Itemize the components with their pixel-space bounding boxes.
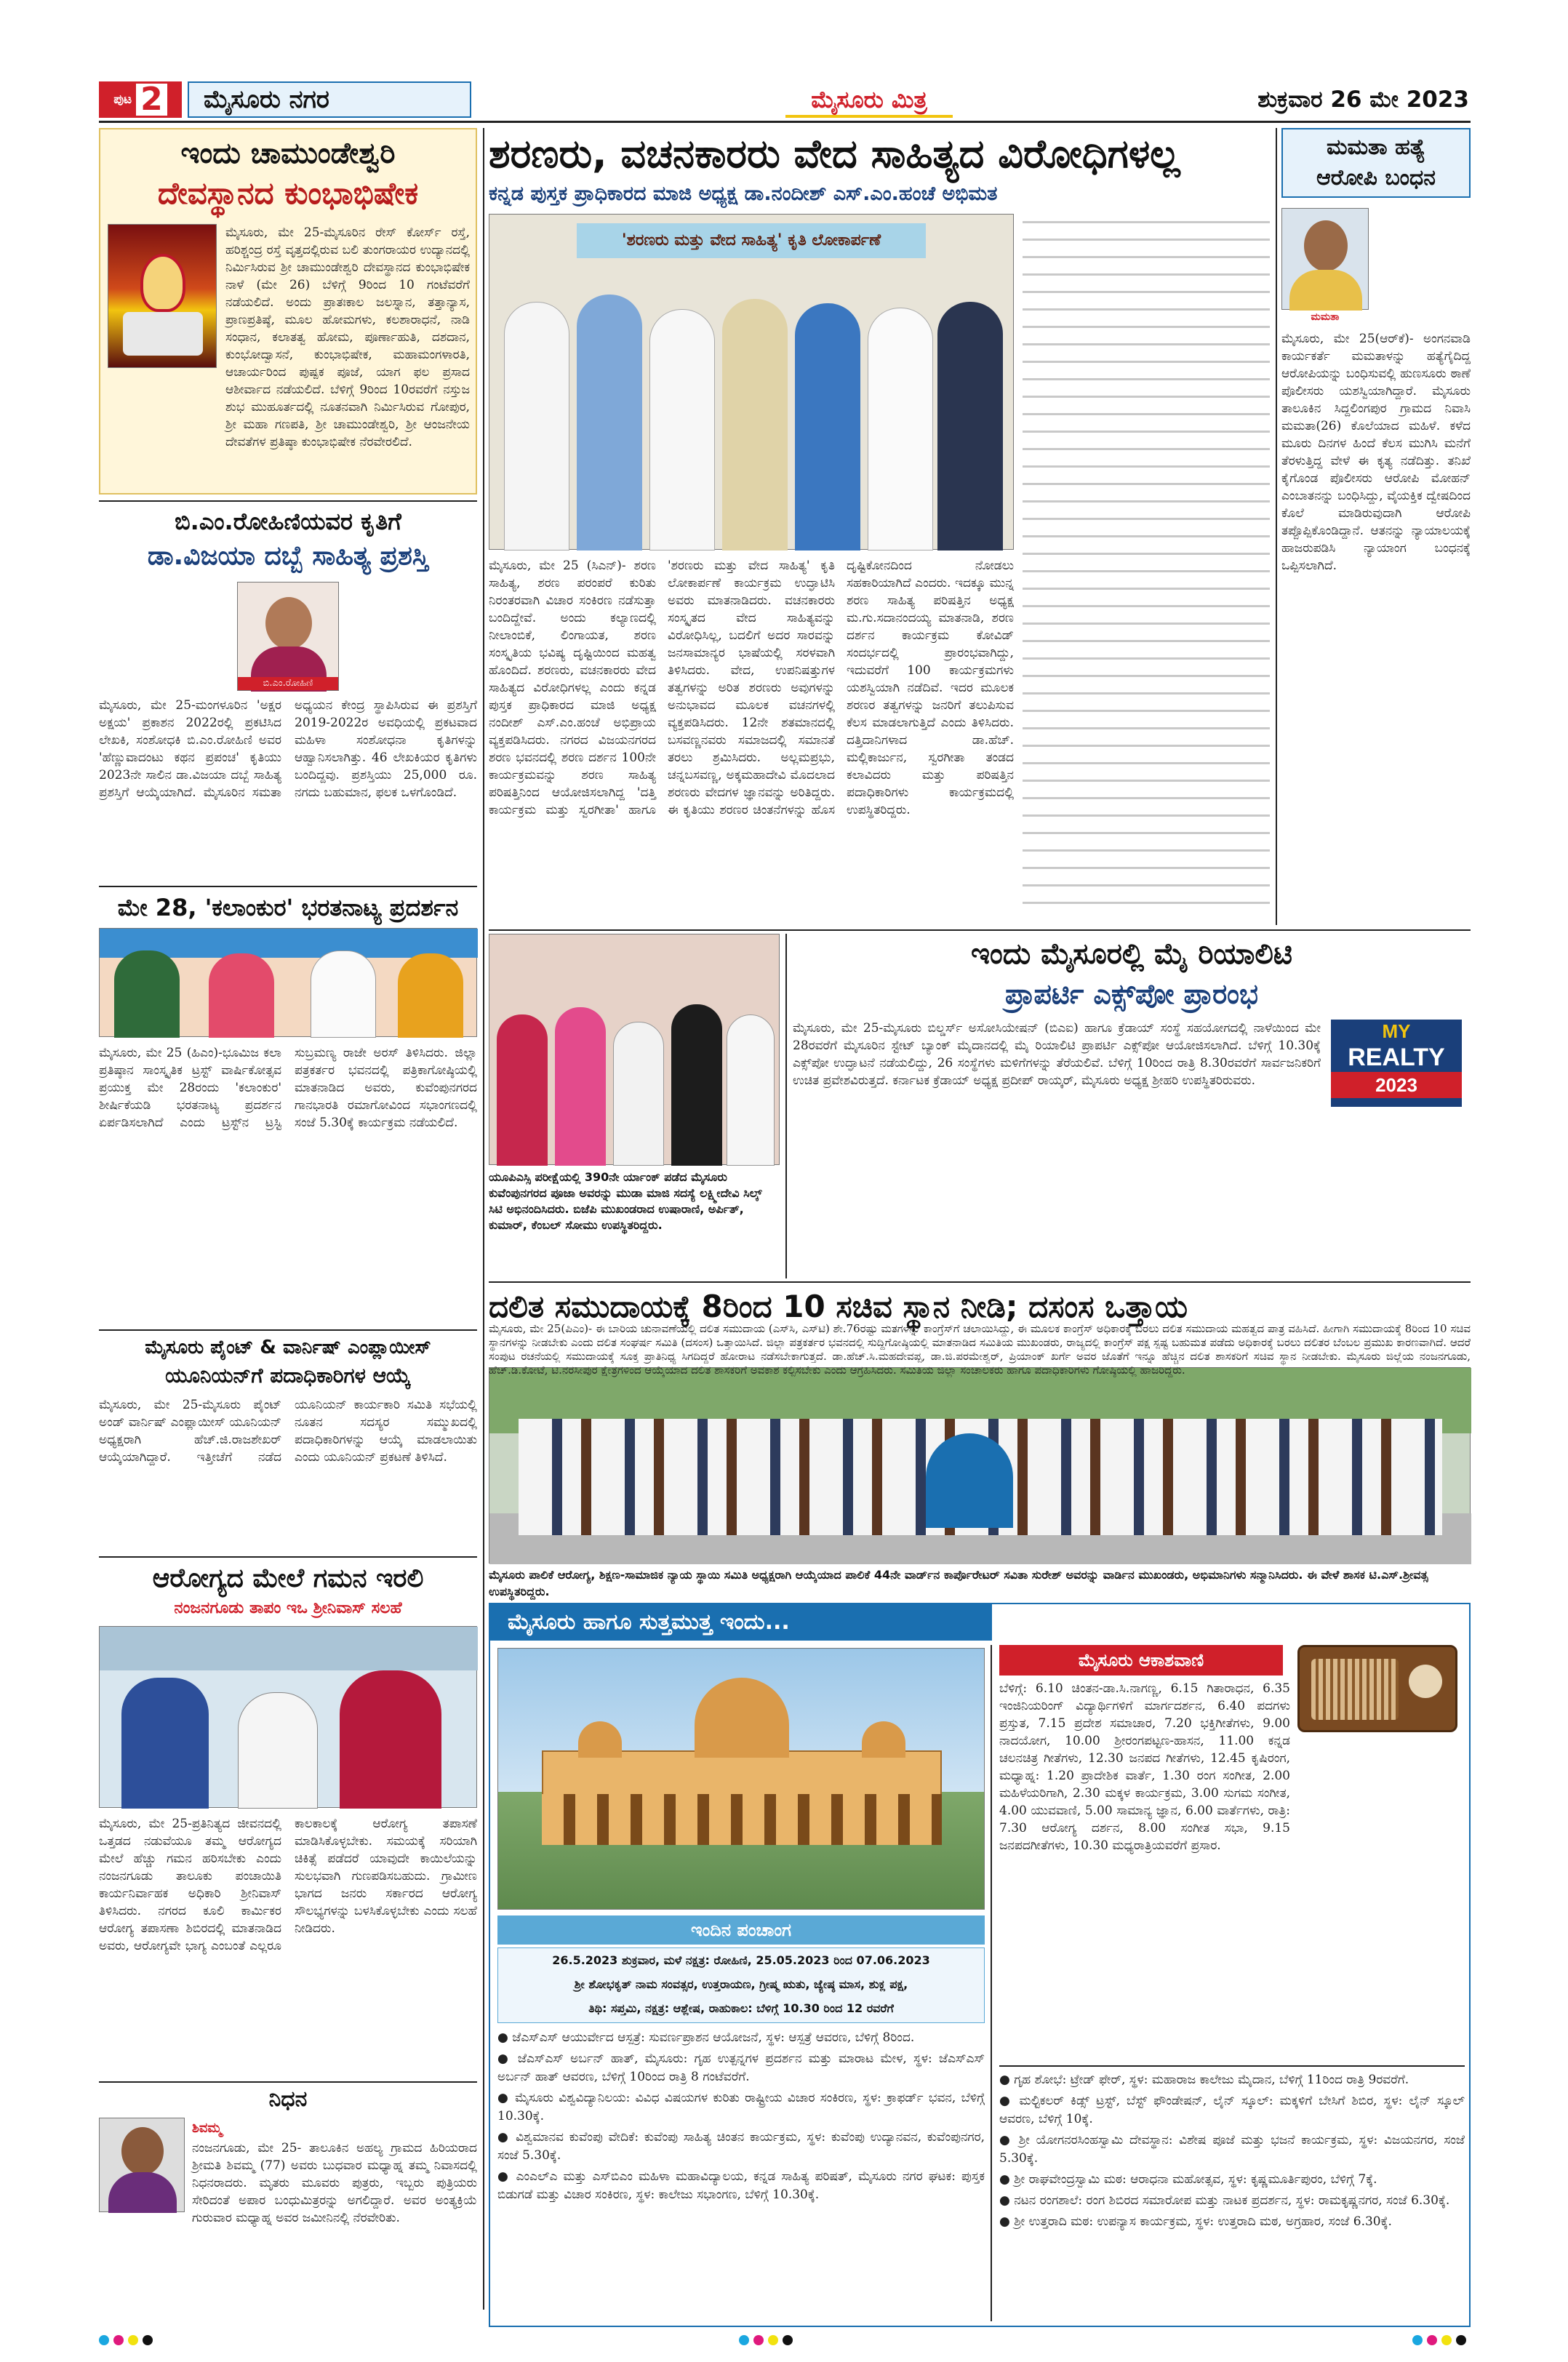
obituary <box>99 2084 477 2302</box>
lead-body-continued <box>1023 214 1270 919</box>
union-headline-1: ಮೈಸೂರು ಪೈಂಟ್ & ವಾರ್ನಿಷ್ ಎಂಪ್ಲಾಯೀಸ್ <box>145 1337 431 1358</box>
panchanga-title: ಇಂದಿನ ಪಂಚಾಂಗ <box>497 1915 985 1945</box>
health-subhead: ನಂಜನಗೂಡು ತಾಪಂ ಇಒ ಶ್ರೀನಿವಾಸ್ ಸಲಹೆ <box>174 1599 402 1617</box>
mysuru-palace-photo <box>497 1648 985 1910</box>
kumbha-body: ಮೈಸೂರು, ಮೇ 25-ಮೈಸೂರಿನ ರೇಸ್ ಕೋರ್ಸ್ ರಸ್ತೆ, ಹರಿಶ್ಚಂದ್ರ ರಸ್ತೆ ವೃತ್ತದಲ್ಲಿರುವ ಬಲಿ ತುಂಗರಾಯರ ಉದ್ಯಾನದಲ್ಲಿ ನಿರ್ಮಿಸಿರುವ ಶ್ರೀ ಚಾಮುಂಡೇಶ್ವರಿ ದೇವಸ್ಥಾನದ ಕುಂಭಾಭಿಷೇಕ ನಾಳೆ (ಮೇ 26) ಬೆಳಿಗ್ಗೆ 9ರಿಂದ 10 ಗಂಟೆವರೆಗೆ ನಡೆಯಲಿದೆ. ಅಂದು ಪ್ರಾತಃಕಾಲ ಜಲಸ್ನಾನ, ತತ್ತಾನ್ಯಾಸ, ಪ್ರಾಣಪ್ರತಿಷ್ಠೆ, ಮೂಲ ಹೋಮಗಳು, ಕಲಶಾರಾಧನೆ, ನಾಡಿ ಸಂಧಾನ, ಕಲಾತತ್ವ ಹೋಮ, ಪೂರ್ಣಾಹುತಿ, ದಶದಾನ, ಕುಂಭೋದ್ವಾಸನೆ, ಕುಂಭಾಭಿಷೇಕ, ಮಹಾಮಂಗಳಾರತಿ, ಆಚಾರ್ಯರಿಂದ ಪುಷ್ಪಕ ಪೂಜೆ, ಯಾಗ ಫಲ ಪ್ರಸಾದ ಆಶೀರ್ವಾದ ನಡೆಯಲಿದೆ. ಬೆಳಿಗ್ಗೆ 9ರಿಂದ 10ರವರೆಗೆ ನಸ್ತುಜ ಶುಭ ಮುಹೂರ್ತದಲ್ಲಿ ನೂತನವಾಗಿ ನಿರ್ಮಿಸಿರುವ ಗೋಪುರ, ಶ್ರೀ ಮಹಾ ಗಣಪತಿ, ಶ್ರೀ ಚಾಮುಂಡೇಶ್ವರಿ, ಶ್ರೀ ಆಂಜನೇಯ ದೇವತೆಗಳ ಪ್ರತಿಷ್ಠಾ ಕುಂಭಾಭಿಷೇಕ ನೆರವೇರಲಿದೆ. <box>225 225 470 449</box>
realty-story <box>793 934 1471 1278</box>
health-story <box>99 1561 477 2077</box>
obituary-headline: ನಿಧನ <box>268 2086 308 2112</box>
notices-list <box>999 2071 1465 2321</box>
health-camp-photo <box>99 1626 477 1808</box>
deity-photo <box>108 224 217 368</box>
section-title: ಮೈಸೂರು ನಗರ <box>188 81 471 118</box>
lead-subhead: ಕನ್ನಡ ಪುಸ್ತಕ ಪ್ರಾಧಿಕಾರದ ಮಾಜಿ ಅಧ್ಯಕ್ಷ ಡಾ.ನಂದೀಶ್ ಎಸ್.ಎಂ.ಹಂಚೆ ಅಭಿಮತ <box>489 183 998 205</box>
event-item: ● ಮೈಸೂರು ವಿಶ್ವವಿದ್ಯಾನಿಲಯ: ವಿವಿಧ ವಿಷಯಗಳ ಕುರಿತು ರಾಷ್ಟ್ರೀಯ ವಿಚಾರ ಸಂಕಿರಣ, ಸ್ಥಳ: ಕ್ರಾಫರ್ಡ್ ಭವನ, ಬೆಳಿಗ್ಗೆ 10.30ಕ್ಕೆ. <box>497 2091 985 2123</box>
notice-item: ● ಮಲ್ಟಿಕಲರ್ ಕಿಡ್ಸ್ ಟ್ರಸ್ಟ್, ಬೆಸ್ಟ್ ಫೌಂಡೇಷನ್, ಲೈನ್ ಸ್ಕೂಲ್: ಮಕ್ಕಳಿಗೆ ಬೇಸಿಗೆ ಶಿಬಿರ, ಸ್ಥಳ: ಲೈನ್ ಸ್ಕೂಲ್ ಆವರಣ, ಬೆಳಿಗ್ಗೆ 10ಕ್ಕೆ. <box>999 2094 1465 2126</box>
realty-headline-2: ಪ್ರಾಪರ್ಟಿ ಎಕ್ಸ್‌ಪೋ ಪ್ರಾರಂಭ <box>1005 978 1258 1010</box>
event-item: ● ಎಂಎಲ್‌ಎ ಮತ್ತು ಎಸ್‌ಬಿಎಂ ಮಹಿಳಾ ಮಹಾವಿದ್ಯಾಲಯ, ಕನ್ನಡ ಸಾಹಿತ್ಯ ಪರಿಷತ್, ಮೈಸೂರು ನಗರ ಘಟಕ: ಪುಸ್ತಕ ಬಿಡುಗಡೆ ಮತ್ತು ವಿಚಾರ ಸಂಕಿರಣ, ಸ್ಥಳ: ಕಾಲೇಜು ಸಭಾಂಗಣ, ಬೆಳಿಗ್ಗೆ 10.30ಕ್ಕೆ. <box>497 2169 985 2202</box>
mamatha-story <box>1281 128 1471 925</box>
rohini-photo <box>237 582 339 691</box>
my-realty-logo <box>1331 1020 1462 1107</box>
registration-dots-center <box>739 2334 797 2348</box>
lead-story <box>489 128 1271 925</box>
mamatha-photo <box>1281 208 1369 310</box>
registration-dots-left <box>99 2334 157 2348</box>
panchanga-line-2: ಶ್ರೀ ಶೋಭಕೃತ್ ನಾಮ ಸಂವತ್ಸರ, ಉತ್ತರಾಯಣ, ಗ್ರೀಷ್ಮ ಋತು, ಜ್ಯೇಷ್ಠ ಮಾಸ, ಶುಕ್ಲ ಪಕ್ಷ, <box>574 1977 908 1991</box>
mamatha-headline-1: ಮಮತಾ ಹತ್ಯೆ <box>1326 135 1426 160</box>
mid-rule-1 <box>489 929 1471 931</box>
mid-vrule-1 <box>785 934 787 1278</box>
health-body: ಮೈಸೂರು, ಮೇ 25-ಪ್ರತಿನಿತ್ಯದ ಜೀವನದಲ್ಲಿ ಒತ್ತಡದ ನಡುವೆಯೂ ತಮ್ಮ ಆರೋಗ್ಯದ ಮೇಲೆ ಹೆಚ್ಚು ಗಮನ ಹರಿಸಬೇಕು ಎಂದು ನಂಜನಗೂಡು ತಾಲೂಕು ಪಂಚಾಯಿತಿ ಕಾರ್ಯನಿರ್ವಾಹಕ ಅಧಿಕಾರಿ ಶ್ರೀನಿವಾಸ್ ತಿಳಿಸಿದರು. ನಗರದ ಕೂಲಿ ಕಾರ್ಮಿಕರ ಆರೋಗ್ಯ ತಪಾಸಣಾ ಶಿಬಿರದಲ್ಲಿ ಮಾತನಾಡಿದ ಅವರು, ಆರೋಗ್ಯವೇ ಭಾಗ್ಯ ಎಂಬಂತೆ ಎಲ್ಲರೂ ಕಾಲಕಾಲಕ್ಕೆ ಆರೋಗ್ಯ ತಪಾಸಣೆ ಮಾಡಿಸಿಕೊಳ್ಳಬೇಕು. ಸಮಯಕ್ಕೆ ಸರಿಯಾಗಿ ಚಿಕಿತ್ಸೆ ಪಡೆದರೆ ಯಾವುದೇ ಕಾಯಿಲೆಯನ್ನು ಸುಲಭವಾಗಿ ಗುಣಪಡಿಸಬಹುದು. ಗ್ರಾಮೀಣ ಭಾಗದ ಜನರು ಸರ್ಕಾರದ ಆರೋಗ್ಯ ಸೌಲಭ್ಯಗಳನ್ನು ಬಳಸಿಕೊಳ್ಳಬೇಕು ಎಂದು ಸಲಹೆ ನೀಡಿದರು. <box>99 1817 477 1953</box>
col-divider-left <box>483 128 484 2310</box>
notice-item: ● ನಟನ ರಂಗಶಾಲೆ: ರಂಗ ಶಿಬಿರದ ಸಮಾರೋಪ ಮತ್ತು ನಾಟಕ ಪ್ರದರ್ಶನ, ಸ್ಥಳ: ರಾಮಕೃಷ್ಣನಗರ, ಸಂಜೆ 6.30ಕ್ಕೆ. <box>999 2193 1450 2208</box>
registration-dots-right <box>1412 2334 1471 2348</box>
realty-headline-1: ಇಂದು ಮೈಸೂರಲ್ಲಿ ಮೈ ರಿಯಾಲಿಟಿ <box>970 937 1293 971</box>
kalankura-headline: ಮೇ 28, 'ಕಲಾಂಕುರ' ಭರತನಾಟ್ಯ ಪ್ರದರ್ಶನ <box>117 894 459 921</box>
mamatha-body: ಮೈಸೂರು, ಮೇ 25(ಆರ್‌ಕೆ)- ಅಂಗನವಾಡಿ ಕಾರ್ಯಕರ್ತೆ ಮಮತಾಳನ್ನು ಹತ್ಯೆಗೈದಿದ್ದ ಆರೋಪಿಯನ್ನು ಬಂಧಿಸುವಲ್ಲಿ ಹುಣಸೂರು ಠಾಣೆ ಪೊಲೀಸರು ಯಶಸ್ವಿಯಾಗಿದ್ದಾರೆ. ಮೈಸೂರು ತಾಲೂಕಿನ ಸಿದ್ದಲಿಂಗಪುರ ಗ್ರಾಮದ ನಿವಾಸಿ ಮಮತಾ(26) ಕೊಲೆಯಾದ ಮಹಿಳೆ. ಕಳೆದ ಮೂರು ದಿನಗಳ ಹಿಂದೆ ಕೆಲಸ ಮುಗಿಸಿ ಮನೆಗೆ ತೆರಳುತ್ತಿದ್ದ ವೇಳೆ ಈ ಕೃತ್ಯ ನಡೆದಿತ್ತು. ತನಿಖೆ ಕೈಗೊಂಡ ಪೊಲೀಸರು ಆರೋಪಿ ಮೋಹನ್ ಎಂಬಾತನನ್ನು ಬಂಧಿಸಿದ್ದು, ವೈಯಕ್ತಿಕ ದ್ವೇಷದಿಂದ ಕೊಲೆ ಮಾಡಿರುವುದಾಗಿ ಆರೋಪಿ ತಪ್ಪೊಪ್ಪಿಕೊಂಡಿದ್ದಾನೆ. ಆತನನ್ನು ನ್ಯಾಯಾಲಯಕ್ಕೆ ಹಾಜರುಪಡಿಸಿ ನ್ಯಾಯಾಂಗ ಬಂಧನಕ್ಕೆ ಒಪ್ಪಿಸಲಾಗಿದೆ. <box>1281 332 1471 573</box>
realty-body: ಮೈಸೂರು, ಮೇ 25-ಮೈಸೂರು ಬಿಲ್ಡರ್ಸ್ ಅಸೋಸಿಯೇಷನ್ (ಬಿಎಐ) ಹಾಗೂ ಕ್ರೆಡಾಯ್ ಸಂಸ್ಥೆ ಸಹಯೋಗದಲ್ಲಿ ನಾಳೆಯಿಂದ ಮೇ 28ರವರೆಗೆ ಮೈಸೂರಿನ ಸ್ಟೇಟ್ ಬ್ಯಾಂಕ್ ಮೈದಾನದಲ್ಲಿ ಮೈ ರಿಯಾಲಿಟಿ ಪ್ರಾಪರ್ಟಿ ಎಕ್ಸ್‌ಪೋ ಆಯೋಜಿಸಲಾಗಿದೆ. ಬೆಳಿಗ್ಗೆ 10.30ಕ್ಕೆ ಎಕ್ಸ್‌ಪೋ ಉದ್ಘಾಟನೆ ನಡೆಯಲಿದ್ದು, 26 ಸಂಸ್ಥೆಗಳು ಮಳಿಗೆಗಳನ್ನು ತೆರೆಯಲಿವೆ. ಬೆಳಿಗ್ಗೆ 10ರಿಂದ ರಾತ್ರಿ 8.30ರವರೆಗೆ ಸಾರ್ವಜನಿಕರಿಗೆ ಉಚಿತ ಪ್ರವೇಶವಿರುತ್ತದೆ. ಕರ್ನಾಟಕ ಕ್ರೆಡಾಯ್ ಅಧ್ಯಕ್ಷ ಪ್ರದೀಪ್ ರಾಯ್ಕರ್, ಮೈಸೂರು ಅಧ್ಯಕ್ಷ ಶ್ರೀಹರಿ ಉಪಸ್ಥಿತರಿರುವರು. <box>793 1021 1321 1088</box>
award-body: ಮೈಸೂರು, ಮೇ 25-ಮಂಗಳೂರಿನ 'ಅಕ್ಷರ ಅಕ್ಷಯ' ಪ್ರಕಾಶನ 2022ರಲ್ಲಿ ಪ್ರಕಟಿಸಿದ ಲೇಖಕಿ, ಸಂಶೋಧಕಿ ಬಿ.ಎಂ.ರೋಹಿಣಿ ಅವರ 'ಹೆಣ್ಣುವಾದಂಟು ಕಥನ ಪ್ರಪಂಚ' ಕೃತಿಯು 2023ನೇ ಸಾಲಿನ ಡಾ.ವಿಜಯಾ ದಬ್ಬೆ ಸಾಹಿತ್ಯ ಪ್ರಶಸ್ತಿಗೆ ಆಯ್ಕೆಯಾಗಿದೆ. ಮೈಸೂರಿನ ಸಮತಾ ಅಧ್ಯಯನ ಕೇಂದ್ರ ಸ್ಥಾಪಿಸಿರುವ ಈ ಪ್ರಶಸ್ತಿಗೆ 2019-2022ರ ಅವಧಿಯಲ್ಲಿ ಪ್ರಕಟವಾದ ಮಹಿಳಾ ಸಂಶೋಧನಾ ಕೃತಿಗಳನ್ನು ಆಹ್ವಾನಿಸಲಾಗಿತ್ತು. 46 ಲೇಖಕಿಯರ ಕೃತಿಗಳು ಬಂದಿದ್ದವು. ಪ್ರಶಸ್ತಿಯು 25,000 ರೂ. ನಗದು ಬಹುಮಾನ, ಫಲಕ ಒಳಗೊಂಡಿದೆ. <box>99 698 477 800</box>
award-headline-1: ಬಿ.ಎಂ.ರೋಹಿಣಿಯವರ ಕೃತಿಗೆ <box>175 508 401 535</box>
footer-color-marks <box>99 2331 1471 2349</box>
award-headline-2: ಡಾ.ವಿಜಯಾ ದಬ್ಬೆ ಸಾಹಿತ್ಯ ಪ್ರಶಸ್ತಿ <box>147 541 429 571</box>
kumbha-headline-1: ಇಂದು ಚಾಮುಂಡೇಶ್ವರಿ <box>180 137 396 170</box>
today-events <box>497 2029 985 2320</box>
health-headline: ಆರೋಗ್ಯದ ಮೇಲೆ ಗಮನ ಇರಲಿ <box>152 1564 424 1593</box>
mamatha-caption: ಮಮತಾ <box>1311 311 1340 323</box>
mid-rule-2 <box>489 1281 1471 1283</box>
header-rule <box>99 121 1471 123</box>
union-body: ಮೈಸೂರು, ಮೇ 25-ಮೈಸೂರು ಪೈಂಟ್ ಅಂಡ್ ವಾರ್ನಿಷ್ ಎಂಪ್ಲಾಯೀಸ್ ಯೂನಿಯನ್ ಅಧ್ಯಕ್ಷರಾಗಿ ಹೆಚ್.ಜಿ.ರಾಜಶೇಖರ್ ಆಯ್ಕೆಯಾಗಿದ್ದಾರೆ. ಇತ್ತೀಚೆಗೆ ನಡೆದ ಯೂನಿಯನ್ ಕಾರ್ಯಕಾರಿ ಸಮಿತಿ ಸಭೆಯಲ್ಲಿ ನೂತನ ಸದಸ್ಯರ ಸಮ್ಮುಖದಲ್ಲಿ ಪದಾಧಿಕಾರಿಗಳನ್ನು ಆಯ್ಕೆ ಮಾಡಲಾಯಿತು ಎಂದು ಯೂನಿಯನ್ ಪ್ರಕಟಣೆ ತಿಳಿಸಿದೆ. <box>99 1398 477 1465</box>
notice-item: ● ಗೃಹ ಶೋಭೆ: ಟ್ರೇಡ್ ಫೇರ್, ಸ್ಥಳ: ಮಹಾರಾಜ ಕಾಲೇಜು ಮೈದಾನ, ಬೆಳಿಗ್ಗೆ 11ರಿಂದ ರಾತ್ರಿ 9ರವರೆಗೆ. <box>999 2073 1409 2087</box>
notice-item: ● ಶ್ರೀ ಉತ್ತರಾದಿ ಮಠ: ಉಪನ್ಯಾಸ ಕಾರ್ಯಕ್ರಮ, ಸ್ಥಳ: ಉತ್ತರಾದಿ ಮಠ, ಅಗ್ರಹಾರ, ಸಂಜೆ 6.30ಕ್ಕೆ. <box>999 2214 1392 2229</box>
dalit-headline: ದಲಿತ ಸಮುದಾಯಕ್ಕೆ 8ರಿಂದ 10 ಸಚಿವ ಸ್ಥಾನ ನೀಡಿ; ದಸಂಸ ಒತ್ತಾಯ <box>489 1289 1188 1324</box>
event-item: ● ಜೆಎಸ್‌ಎಸ್ ಅರ್ಬನ್ ಹಾತ್, ಮೈಸೂರು: ಗೃಹ ಉತ್ಪನ್ನಗಳ ಪ್ರದರ್ಶನ ಮತ್ತು ಮಾರಾಟ ಮೇಳ, ಸ್ಥಳ: ಜೆಎಸ್‌ಎಸ್ ಅರ್ಬನ್ ಹಾತ್ ಆವರಣ, ಬೆಳಿಗ್ಗೆ 10ರಿಂದ ರಾತ್ರಿ 8 ಗಂಟೆವರೆಗೆ. <box>497 2051 985 2084</box>
book-release-photo <box>489 214 1014 550</box>
left-rule-2 <box>99 886 477 887</box>
union-story <box>99 1334 477 1552</box>
radio-body: ಬೆಳಿಗ್ಗೆ: 6.10 ಚಿಂತನ-ಡಾ.ಸಿ.ನಾಗಣ್ಣ, 6.15 ಗಿತಾರಾಧನ, 6.35 ಇಂಜಿನಿಯರಿಂಗ್ ವಿದ್ಯಾರ್ಥಿಗಳಿಗೆ ಮಾರ್ಗದರ್ಶನ, 6.40 ಪದಗಳು ಪ್ರಸ್ತುತ, 7.15 ಪ್ರದೇಶ ಸಮಾಚಾರ, 7.20 ಭಕ್ತಿಗೀತೆಗಳು, 9.00 ನಾದಯೋಗ, 10.00 ಶ್ರೀರಂಗಪಟ್ಟಣ-ಹಾಸನ, 11.00 ಕನ್ನಡ ಚಲನಚಿತ್ರ ಗೀತೆಗಳು, 12.30 ಜನಪದ ಗೀತೆಗಳು, 12.45 ಕೃಷಿರಂಗ, ಮಧ್ಯಾಹ್ನ: 1.20 ಪ್ರಾದೇಶಿಕ ವಾರ್ತೆ, 1.30 ರಂಗ ಸಂಗೀತ, 2.00 ಮಹಿಳೆಯರಿಗಾಗಿ, 2.30 ಮಕ್ಕಳ ಕಾರ್ಯಕ್ರಮ, 3.00 ಸುಗಮ ಸಂಗೀತ, 4.00 ಯುವವಾಣಿ, 5.00 ಸಾಮಾನ್ಯ ಜ್ಞಾನ, 6.00 ವಾರ್ತೆಗಳು, ರಾತ್ರಿ: 7.30 ಆರೋಗ್ಯ ದರ್ಶನ, 8.00 ಸಂಗೀತ ಸಭಾ, 9.15 ಜನಪದಗೀತೆಗಳು, 10.30 ಮಧ್ಯರಾತ್ರಿಯವರೆಗೆ ಪ್ರಸಾರ. <box>999 1681 1290 1853</box>
left-rule-5 <box>99 2081 477 2083</box>
left-rule-4 <box>99 1556 477 1558</box>
radio-title: ಮೈಸೂರು ಆಕಾಶವಾಣಿ <box>999 1645 1283 1676</box>
group-photo-caption: ಮೈಸೂರು ಪಾಲಿಕೆ ಆರೋಗ್ಯ, ಶಿಕ್ಷಣ-ಸಾಮಾಜಿಕ ನ್ಯಾಯ ಸ್ಥಾಯಿ ಸಮಿತಿ ಅಧ್ಯಕ್ಷರಾಗಿ ಆಯ್ಕೆಯಾದ ಪಾಲಿಕೆ 44ನೇ ವಾರ್ಡ್‌ನ ಕಾರ್ಪೊರೇಟರ್ ಸವಿತಾ ಸುರೇಶ್ ಅವರನ್ನು ವಾರ್ಡಿನ ಮುಖಂಡರು, ಅಭಿಮಾನಿಗಳು ಸನ್ಮಾನಿಸಿದರು. ಈ ವೇಳೆ ಶಾಸಕ ಟಿ.ಎಸ್.ಶ್ರೀವತ್ಸ ಉಪಸ್ಥಿತರಿದ್ದರು. <box>489 1568 1428 1598</box>
kumbha-story <box>99 128 477 495</box>
panchanga-box <box>497 1947 985 2023</box>
dalit-summary: ಮೈಸೂರು, ಮೇ 25(ಪಿಎಂ)- ಈ ಬಾರಿಯ ಚುನಾವಣೆಯಲ್ಲಿ ದಲಿತ ಸಮುದಾಯ (ಎಸ್‌ಸಿ, ಎಸ್‌ಟಿ) ಶೇ.76ರಷ್ಟು ಮತಗಳನ್ನು ಕಾಂಗ್ರೆಸ್‌ಗೆ ಚಲಾಯಿಸಿದ್ದು, ಈ ಮೂಲಕ ಕಾಂಗ್ರೆಸ್ ಅಧಿಕಾರಕ್ಕೆ ಬರಲು ದಲಿತ ಸಮುದಾಯ ಮಹತ್ವದ ಪಾತ್ರ ವಹಿಸಿದೆ. ಹೀಗಾಗಿ ಸಮುದಾಯಕ್ಕೆ 8ರಿಂದ 10 ಸಚಿವ ಸ್ಥಾನಗಳನ್ನು ನೀಡಬೇಕು ಎಂದು ದಲಿತ ಸಂಘರ್ಷ ಸಮಿತಿ (ದಸಂಸ) ಒತ್ತಾಯಿಸಿದೆ. ಜಿಲ್ಲಾ ಪತ್ರಕರ್ತರ ಭವನದಲ್ಲಿ ಸುದ್ದಿಗೋಷ್ಠಿಯಲ್ಲಿ ಮಾತನಾಡಿದ ಸಮಿತಿಯ ಮುಖಂಡರು, ರಾಜ್ಯದಲ್ಲಿ ಕಾಂಗ್ರೆಸ್ ಪಕ್ಷ ಸ್ಪಷ್ಟ ಬಹುಮತ ಪಡೆದು ಅಧಿಕಾರಕ್ಕೆ ಬರಲು ದಲಿತರ ಬೆಂಬಲ ಪ್ರಮುಖ ಕಾರಣವಾಗಿದೆ. ಆದರೆ ಸಂಪುಟ ರಚನೆಯಲ್ಲಿ ಸಮುದಾಯಕ್ಕೆ ಸೂಕ್ತ ಪ್ರಾತಿನಿಧ್ಯ ಸಿಗದಿದ್ದರೆ ಹೋರಾಟ ನಡೆಸಬೇಕಾಗುತ್ತದೆ. ಡಾ.ಹೆಚ್.ಸಿ.ಮಹದೇವಪ್ಪ, ಡಾ.ಜಿ.ಪರಮೇಶ್ವರ್, ಪ್ರಿಯಾಂಕ್ ಖರ್ಗೆ ಅವರ ಜೊತೆಗೆ ಇನ್ನೂ ಹೆಚ್ಚಿನ ದಲಿತ ಶಾಸಕರಿಗೆ ಸಚಿವ ಸ್ಥಾನ ನೀಡಬೇಕು. ಮೈಸೂರು ಜಿಲ್ಲೆಯ ನಂಜನಗೂಡು, ಹೆಚ್.ಡಿ.ಕೋಟೆ, ಟಿ.ನರಸೀಪುರ ಕ್ಷೇತ್ರಗಳಿಂದ ಆಯ್ಕೆಯಾದ ದಲಿತ ಶಾಸಕರಿಗೆ ಅವಕಾಶ ಕಲ್ಪಿಸಬೇಕು ಎಂದು ಆಗ್ರಹಿಸಿದರು. ಸಮಿತಿಯ ಜಿಲ್ಲಾ ಸಂಚಾಲಕರು ಹಾಗೂ ಪದಾಧಿಕಾರಿಗಳು ಗೋಷ್ಠಿಯಲ್ಲಿ ಹಾಜರಿದ್ದರು. <box>489 1322 1471 1377</box>
felicitation-group-photo <box>489 1367 1471 1564</box>
kumbha-headline-2: ದೇವಸ್ಥಾನದ ಕುಂಭಾಭಿಷೇಕ <box>157 175 419 211</box>
today-divider <box>991 1645 992 2321</box>
upsc-block <box>489 934 780 1278</box>
obituary-body: ನಂಜನಗೂಡು, ಮೇ 25- ತಾಲೂಕಿನ ಅಹಲ್ಯ ಗ್ರಾಮದ ಹಿರಿಯರಾದ ಶ್ರೀಮತಿ ಶಿವಮ್ಮ (77) ಅವರು ಬುಧವಾರ ಮಧ್ಯಾಹ್ನ ತಮ್ಮ ನಿವಾಸದಲ್ಲಿ ನಿಧನರಾದರು. ಮೃತರು ಮೂವರು ಪುತ್ರರು, ಇಬ್ಬರು ಪುತ್ರಿಯರು ಸೇರಿದಂತೆ ಅಪಾರ ಬಂಧುಮಿತ್ರರನ್ನು ಅಗಲಿದ್ದಾರೆ. ಅವರ ಅಂತ್ಯಕ್ರಿಯೆ ಗುರುವಾರ ಮಧ್ಯಾಹ್ನ ಅವರ ಜಮೀನಿನಲ್ಲಿ ನೆರವೇರಿತು. <box>192 2141 477 2225</box>
radio-rule <box>999 2065 1465 2067</box>
book-release-banner: 'ಶರಣರು ಮತ್ತು ವೇದ ಸಾಹಿತ್ಯ' ಕೃತಿ ಲೋಕಾರ್ಪಣೆ <box>577 223 926 258</box>
left-rule-1 <box>99 500 477 502</box>
event-item: ● ವಿಶ್ವಮಾನವ ಕುವೆಂಪು ವೇದಿಕೆ: ಕುವೆಂಪು ಸಾಹಿತ್ಯ ಚಿಂತನ ಕಾರ್ಯಕ್ರಮ, ಸ್ಥಳ: ಕುವೆಂಪು ಉದ್ಯಾನವನ, ಕುವೆಂಪುನಗರ, ಸಂಜೆ 5.30ಕ್ಕೆ. <box>497 2130 985 2163</box>
lead-body: ಮೈಸೂರು, ಮೇ 25 (ಸಿಎನ್)- ಶರಣ ಸಾಹಿತ್ಯ, ಶರಣ ಪರಂಪರೆ ಕುರಿತು ನಿರಂತರವಾಗಿ ವಿಚಾರ ಸಂಕಿರಣ ನಡೆಸುತ್ತಾ ಬಂದಿದ್ದೇವೆ. ಅಂದು ಕಲ್ಯಾಣದಲ್ಲಿ ನೀಲಾಂಬಿಕೆ, ಲಿಂಗಾಯತ, ಶರಣ ಸಂಸ್ಕೃತಿಯ ಭವಿಷ್ಯ ದೃಷ್ಟಿಯಿಂದ ಮಹತ್ವ ಹೊಂದಿದೆ. ಶರಣರು, ವಚನಕಾರರು ವೇದ ಸಾಹಿತ್ಯದ ವಿರೋಧಿಗಳಲ್ಲ ಎಂದು ಕನ್ನಡ ಪುಸ್ತಕ ಪ್ರಾಧಿಕಾರದ ಮಾಜಿ ಅಧ್ಯಕ್ಷ ನಂದೀಶ್ ಎಸ್.ಎಂ.ಹಂಚೆ ಅಭಿಪ್ರಾಯ ವ್ಯಕ್ತಪಡಿಸಿದರು. ನಗರದ ವಿಜಯನಗರದ ಶರಣ ಭವನದಲ್ಲಿ ಶರಣ ದರ್ಶನ 100ನೇ ಕಾರ್ಯಕ್ರಮವನ್ನು ಶರಣ ಸಾಹಿತ್ಯ ಪರಿಷತ್ತಿನಿಂದ ಆಯೋಜಿಸಲಾಗಿದ್ದ 'ದತ್ತಿ ಕಾರ್ಯಕ್ರಮ ಮತ್ತು ಸ್ವರಗೀತಾ' ಹಾಗೂ 'ಶರಣರು ಮತ್ತು ವೇದ ಸಾಹಿತ್ಯ' ಕೃತಿ ಲೋಕಾರ್ಪಣೆ ಕಾರ್ಯಕ್ರಮ ಉದ್ಘಾಟಿಸಿ ಅವರು ಮಾತನಾಡಿದರು. ವಚನಕಾರರು ಸಂಸ್ಕೃತದ ವೇದ ಸಾಹಿತ್ಯವನ್ನು ವಿರೋಧಿಸಿಲ್ಲ, ಬದಲಿಗೆ ಅದರ ಸಾರವನ್ನು ಜನಸಾಮಾನ್ಯರ ಭಾಷೆಯಲ್ಲಿ ಸರಳವಾಗಿ ತಿಳಿಸಿದರು. ವೇದ, ಉಪನಿಷತ್ತುಗಳ ತತ್ವಗಳನ್ನು ಅರಿತ ಶರಣರು ಅವುಗಳನ್ನು ಅನುಭಾವದ ಮೂಲಕ ವಚನಗಳಲ್ಲಿ ವ್ಯಕ್ತಪಡಿಸಿದರು. 12ನೇ ಶತಮಾನದಲ್ಲಿ ಬಸವಣ್ಣನವರು ಸಮಾಜದಲ್ಲಿ ಸಮಾನತೆ ತರಲು ಶ್ರಮಿಸಿದರು. ಅಲ್ಲಮಪ್ರಭು, ಚನ್ನಬಸವಣ್ಣ, ಅಕ್ಕಮಹಾದೇವಿ ಮೊದಲಾದ ಶರಣರು ವೇದಗಳ ಜ್ಞಾನವನ್ನು ಅರಿತಿದ್ದರು. ಈ ಕೃತಿಯು ಶರಣರ ಚಿಂತನೆಗಳನ್ನು ಹೊಸ ದೃಷ್ಟಿಕೋನದಿಂದ ನೋಡಲು ಸಹಕಾರಿಯಾಗಿದೆ ಎಂದರು. ಇದಕ್ಕೂ ಮುನ್ನ ಶರಣ ಸಾಹಿತ್ಯ ಪರಿಷತ್ತಿನ ಅಧ್ಯಕ್ಷ ಮ.ಗು.ಸದಾನಂದಯ್ಯ ಮಾತನಾಡಿ, ಶರಣ ದರ್ಶನ ಕಾರ್ಯಕ್ರಮ ಕೋವಿಡ್ ಸಂದರ್ಭದಲ್ಲಿ ಪ್ರಾರಂಭವಾಗಿದ್ದು, ಇದುವರೆಗೆ 100 ಕಾರ್ಯಕ್ರಮಗಳು ಯಶಸ್ವಿಯಾಗಿ ನಡೆದಿವೆ. ಇದರ ಮೂಲಕ ಶರಣರ ತತ್ವಗಳನ್ನು ಜನರಿಗೆ ತಲುಪಿಸುವ ಕೆಲಸ ಮಾಡಲಾಗುತ್ತಿದೆ ಎಂದು ತಿಳಿಸಿದರು. ದತ್ತಿದಾನಿಗಳಾದ ಡಾ.ಹೆಚ್. ಮಲ್ಲಿಕಾರ್ಜುನ, ಸ್ವರಗೀತಾ ತಂಡದ ಕಲಾವಿದರು ಮತ್ತು ಪರಿಷತ್ತಿನ ಪದಾಧಿಕಾರಿಗಳು ಕಾರ್ಯಕ್ರಮದಲ್ಲಿ ಉಪಸ್ಥಿತರಿದ್ದರು. <box>489 559 1014 817</box>
today-panel <box>489 1603 1471 2327</box>
lead-headline: ಶರಣರು, ವಚನಕಾರರು ವೇದ ಸಾಹಿತ್ಯದ ವಿರೋಧಿಗಳಲ್ಲ <box>489 131 1180 177</box>
masthead: ಮೈಸೂರು ಮಿತ್ರ <box>785 81 953 118</box>
rohini-caption: ಬಿ.ಎಂ.ರೋಹಿಣಿ <box>238 677 338 690</box>
col-divider-right <box>1276 128 1277 925</box>
kalankura-body: ಮೈಸೂರು, ಮೇ 25 (ಹಿಎಂ)-ಭೂಮಿಜ ಕಲಾ ಪ್ರತಿಷ್ಠಾನ ಸಾಂಸ್ಕೃತಿಕ ಟ್ರಸ್ಟ್ ವಾರ್ಷಿಕೋತ್ಸವ ಪ್ರಯುಕ್ತ ಮೇ 28ರಂದು 'ಕಲಾಂಕುರ' ಶೀರ್ಷಿಕೆಯಡಿ ಭರತನಾಟ್ಯ ಪ್ರದರ್ಶನ ಏರ್ಪಡಿಸಲಾಗಿದೆ ಎಂದು ಟ್ರಸ್ಟ್‌ನ ಟ್ರಸ್ಟಿ ಸುಬ್ರಮಣ್ಯ ರಾಜೇ ಅರಸ್ ತಿಳಿಸಿದರು. ಜಿಲ್ಲಾ ಪತ್ರಕರ್ತರ ಭವನದಲ್ಲಿ ಪತ್ರಿಕಾಗೋಷ್ಠಿಯಲ್ಲಿ ಮಾತನಾಡಿದ ಅವರು, ಕುವೆಂಪುನಗರದ ಗಾನಭಾರತಿ ರಮಾಗೋವಿಂದ ಸಭಾಂಗಣದಲ್ಲಿ ಸಂಜೆ 5.30ಕ್ಕೆ ಕಾರ್ಯಕ್ರಮ ನಡೆಯಲಿದೆ. <box>99 1046 477 1130</box>
logo-line-1: MY <box>1382 1020 1411 1042</box>
radio-icon <box>1297 1645 1457 1732</box>
page-number-badge <box>99 81 182 118</box>
dance-press-photo <box>99 928 477 1037</box>
left-rule-3 <box>99 1329 477 1331</box>
notice-item: ● ಶ್ರೀ ಯೋಗನರಸಿಂಹಸ್ವಾಮಿ ದೇವಸ್ಥಾನ: ವಿಶೇಷ ಪೂಜೆ ಮತ್ತು ಭಜನೆ ಕಾರ್ಯಕ್ರಮ, ಸ್ಥಳ: ವಿಜಯನಗರ, ಸಂಜೆ 5.30ಕ್ಕೆ. <box>999 2133 1465 2166</box>
issue-date: ಶುಕ್ರವಾರ 26 ಮೇ 2023 <box>1257 87 1469 113</box>
notice-item: ● ಶ್ರೀ ರಾಘವೇಂದ್ರಸ್ವಾಮಿ ಮಠ: ಆರಾಧನಾ ಮಹೋತ್ಸವ, ಸ್ಥಳ: ಕೃಷ್ಣಮೂರ್ತಿಪುರಂ, ಬೆಳಿಗ್ಗೆ 7ಕ್ಕೆ. <box>999 2172 1377 2187</box>
page-label: ಪುಟ <box>113 92 132 107</box>
union-headline-2: ಯೂನಿಯನ್‌ಗೆ ಪದಾಧಿಕಾರಿಗಳ ಆಯ್ಕೆ <box>165 1364 411 1388</box>
today-title: ಮೈಸೂರು ಹಾಗೂ ಸುತ್ತಮುತ್ತ ಇಂದು... <box>490 1604 992 1641</box>
mamatha-headline-2: ಆರೋಪಿ ಬಂಧನ <box>1316 165 1436 191</box>
panchanga-line-1: 26.5.2023 ಶುಕ್ರವಾರ, ಮಳೆ ನಕ್ಷತ್ರ: ರೋಹಿಣಿ, 25.05.2023 ರಿಂದ 07.06.2023 <box>552 1953 930 1967</box>
obituary-photo <box>99 2118 185 2212</box>
obituary-caption: ಶಿವಮ್ಮ <box>192 2121 222 2136</box>
logo-line-3: 2023 <box>1331 1072 1462 1098</box>
mamatha-headline-box <box>1281 128 1471 198</box>
award-story <box>99 505 477 883</box>
upsc-caption: ಯೂಪಿಎಸ್ಸಿ ಪರೀಕ್ಷೆಯಲ್ಲಿ 390ನೇ ರ್ಯಾಂಕ್ ಪಡೆದ ಮೈಸೂರು ಕುವೆಂಪುನಗರದ ಪೂಜಾ ಅವರನ್ನು ಮುಡಾ ಮಾಜಿ ಸದಸ್ಯೆ ಲಕ್ಷ್ಮೀದೇವಿ ಸಿಲ್ಕ್ ಸಿಟಿ ಅಭಿನಂದಿಸಿದರು. ಬಿಜೆಪಿ ಮುಖಂಡರಾದ ಉಷಾರಾಣಿ, ಅರ್ಪಿತ್, ಕುಮಾರ್, ಕೆಂಬಲ್ ಸೋಮು ಉಪಸ್ಥಿತರಿದ್ದರು. <box>489 1170 762 1232</box>
page-number: 2 <box>136 84 167 116</box>
kalankura-story <box>99 890 477 1326</box>
event-item: ● ಜೆಎಸ್‌ಎಸ್ ಆಯುರ್ವೇದ ಆಸ್ಪತ್ರೆ: ಸುವರ್ಣಪ್ರಾಶನ ಆಯೋಜನೆ, ಸ್ಥಳ: ಆಸ್ಪತ್ರೆ ಆವರಣ, ಬೆಳಿಗ್ಗೆ 8ರಿಂದ. <box>497 2030 915 2045</box>
panchanga-line-3: ತಿಥಿ: ಸಪ್ತಮಿ, ನಕ್ಷತ್ರ: ಆಶ್ಲೇಷ, ರಾಹುಕಾಲ: ಬೆಳಿಗ್ಗೆ 10.30 ರಿಂದ 12 ರವರೆಗೆ <box>588 2001 894 2015</box>
logo-line-2: REALTY <box>1348 1044 1445 1071</box>
upsc-photo <box>489 934 780 1165</box>
dalit-strip <box>489 1322 1471 1377</box>
